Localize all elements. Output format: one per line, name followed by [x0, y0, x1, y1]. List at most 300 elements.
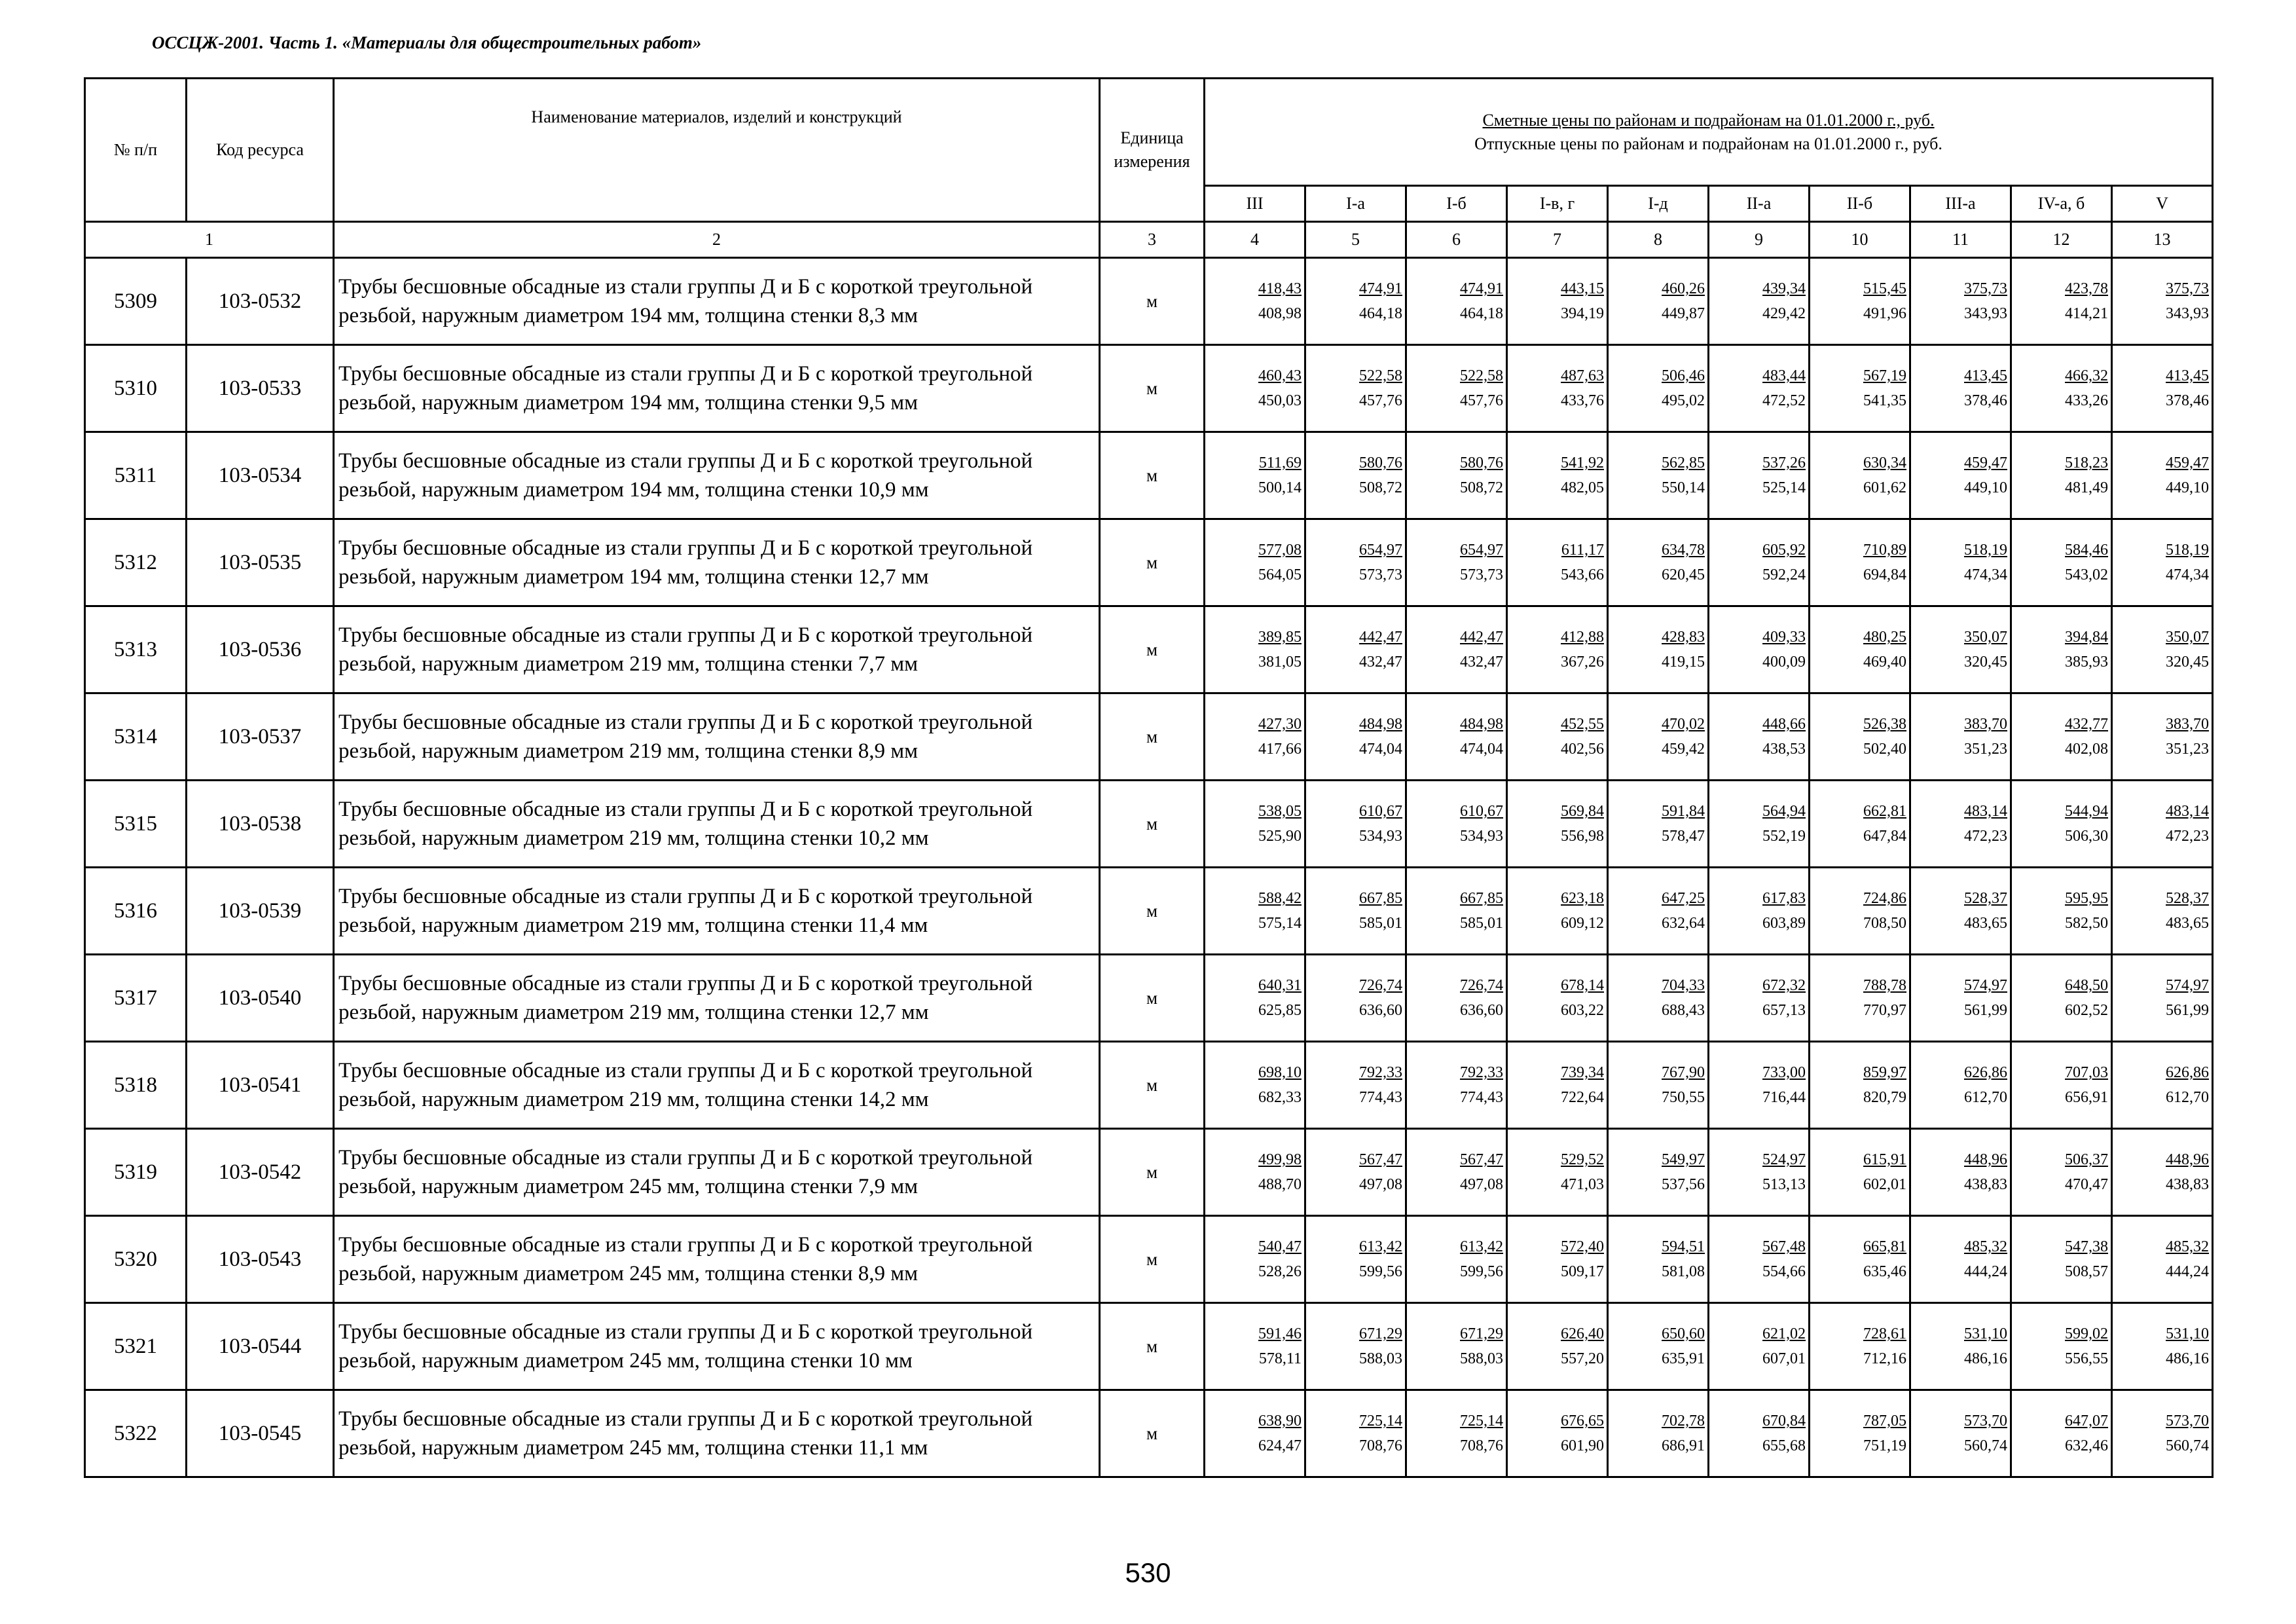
release-price: 578,47 — [1662, 828, 1705, 845]
price-cell — [1305, 345, 1406, 432]
material-name-line1: Трубы бесшовные обсадные из стали группы Д и Б с короткой треугольной — [338, 362, 1033, 386]
estimate-price: 483,14 — [1964, 803, 2007, 820]
price-cell — [1608, 781, 1709, 868]
estimate-price: 442,47 — [1460, 629, 1503, 646]
price-cell — [1608, 606, 1709, 693]
price-cell — [1910, 1390, 2011, 1477]
material-name-line1: Трубы бесшовные обсадные из стали группы Д и Б с короткой треугольной — [338, 798, 1033, 821]
estimate-price: 409,33 — [1762, 629, 1806, 646]
price-cell — [1507, 258, 1608, 345]
price-cell — [1608, 693, 1709, 781]
row-number: 5320 — [85, 1216, 187, 1303]
price-cell — [1910, 606, 2011, 693]
column-number: 4 — [1205, 222, 1305, 258]
row-number: 5318 — [85, 1042, 187, 1129]
unit: м — [1100, 868, 1205, 955]
estimate-price: 418,43 — [1258, 280, 1302, 297]
estimate-price: 702,78 — [1662, 1412, 1705, 1430]
release-price: 708,76 — [1359, 1437, 1402, 1454]
column-number: 1 — [85, 222, 334, 258]
estimate-price: 654,97 — [1359, 542, 1402, 559]
material-name — [334, 693, 1100, 781]
row-number: 5322 — [85, 1390, 187, 1477]
material-name-line2: резьбой, наружным диаметром 245 мм, толщина стенки 11,1 мм — [338, 1436, 928, 1460]
estimate-price: 515,45 — [1863, 280, 1906, 297]
header-prices — [1205, 79, 2213, 186]
release-price: 472,23 — [2166, 828, 2210, 845]
price-cell — [2112, 781, 2213, 868]
release-price: 561,99 — [1964, 1002, 2007, 1019]
release-price: 820,79 — [1863, 1089, 1906, 1106]
release-price: 582,50 — [2065, 915, 2108, 932]
price-cell — [2112, 1042, 2213, 1129]
resource-code: 103-0536 — [187, 606, 334, 693]
row-number: 5314 — [85, 693, 187, 781]
price-cell — [1709, 955, 1810, 1042]
price-cell — [1305, 1303, 1406, 1390]
price-cell — [1507, 693, 1608, 781]
price-cell — [1709, 519, 1810, 606]
release-price: 400,09 — [1762, 654, 1806, 671]
price-cell — [1810, 1216, 1910, 1303]
estimate-price: 594,51 — [1662, 1238, 1705, 1255]
price-cell — [1810, 693, 1910, 781]
release-price: 612,70 — [2166, 1089, 2210, 1106]
release-price: 557,20 — [1561, 1350, 1604, 1367]
release-price: 578,11 — [1258, 1350, 1302, 1367]
estimate-price: 383,70 — [2166, 716, 2210, 733]
release-price: 751,19 — [1863, 1437, 1906, 1454]
price-cell — [1507, 1390, 1608, 1477]
estimate-price: 574,97 — [1964, 977, 2007, 994]
table-row — [85, 345, 2213, 432]
release-price: 438,83 — [2166, 1176, 2210, 1193]
estimate-price: 448,66 — [1762, 716, 1806, 733]
unit: м — [1100, 345, 1205, 432]
price-cell — [2011, 1216, 2112, 1303]
price-cell — [1709, 781, 1810, 868]
release-price: 774,43 — [1359, 1089, 1402, 1106]
price-cell — [2011, 606, 2112, 693]
estimate-price: 531,10 — [2166, 1325, 2210, 1342]
estimate-price: 567,48 — [1762, 1238, 1806, 1255]
price-cell — [1507, 1216, 1608, 1303]
release-price: 444,24 — [1964, 1263, 2007, 1280]
release-price: 457,76 — [1359, 392, 1402, 409]
release-price: 488,70 — [1258, 1176, 1302, 1193]
material-name — [334, 1129, 1100, 1216]
release-price: 525,14 — [1762, 479, 1806, 496]
price-cell — [1608, 519, 1709, 606]
price-cell — [1709, 1042, 1810, 1129]
release-price: 367,26 — [1561, 654, 1604, 671]
release-price: 609,12 — [1561, 915, 1604, 932]
material-name-line1: Трубы бесшовные обсадные из стали группы Д и Б с короткой треугольной — [338, 710, 1033, 734]
estimate-price: 537,26 — [1762, 454, 1806, 471]
material-name-line1: Трубы бесшовные обсадные из стали группы Д и Б с короткой треугольной — [338, 1320, 1033, 1344]
material-name-line2: резьбой, наружным диаметром 245 мм, толщина стенки 10 мм — [338, 1349, 913, 1373]
estimate-price: 613,42 — [1460, 1238, 1503, 1255]
row-number: 5313 — [85, 606, 187, 693]
release-price: 474,04 — [1460, 741, 1503, 758]
release-price: 657,13 — [1762, 1002, 1806, 1019]
release-price: 632,46 — [2065, 1437, 2108, 1454]
price-cell — [1406, 868, 1507, 955]
release-price: 708,50 — [1863, 915, 1906, 932]
table-row — [85, 519, 2213, 606]
price-cell — [1608, 1216, 1709, 1303]
estimate-price: 474,91 — [1359, 280, 1402, 297]
price-cell — [1406, 1390, 1507, 1477]
row-number: 5315 — [85, 781, 187, 868]
price-cell — [1205, 606, 1305, 693]
unit: м — [1100, 1390, 1205, 1477]
estimate-price: 412,88 — [1561, 629, 1604, 646]
price-cell — [2112, 1390, 2213, 1477]
release-price: 632,64 — [1662, 915, 1705, 932]
price-cell — [1810, 1303, 1910, 1390]
release-price: 541,35 — [1863, 392, 1906, 409]
estimate-price: 518,19 — [2166, 542, 2210, 559]
release-price: 482,05 — [1561, 479, 1604, 496]
resource-code: 103-0537 — [187, 693, 334, 781]
unit: м — [1100, 606, 1205, 693]
release-price: 351,23 — [2166, 741, 2210, 758]
price-cell — [1910, 1216, 2011, 1303]
price-cell — [1406, 781, 1507, 868]
price-cell — [2011, 868, 2112, 955]
estimate-price: 580,76 — [1359, 454, 1402, 471]
estimate-price: 767,90 — [1662, 1064, 1705, 1081]
release-price: 688,43 — [1662, 1002, 1705, 1019]
row-number: 5317 — [85, 955, 187, 1042]
release-price: 525,90 — [1258, 828, 1302, 845]
price-cell — [1608, 345, 1709, 432]
estimate-price: 599,02 — [2065, 1325, 2108, 1342]
unit: м — [1100, 1216, 1205, 1303]
price-cell — [1205, 258, 1305, 345]
material-name-line2: резьбой, наружным диаметром 219 мм, толщина стенки 14,2 мм — [338, 1088, 929, 1111]
release-price: 770,97 — [1863, 1002, 1906, 1019]
price-cell — [1305, 1216, 1406, 1303]
price-cell — [1910, 519, 2011, 606]
release-price: 402,56 — [1561, 741, 1604, 758]
material-name — [334, 868, 1100, 955]
release-price: 552,19 — [1762, 828, 1806, 845]
price-cell — [1305, 1129, 1406, 1216]
resource-code: 103-0545 — [187, 1390, 334, 1477]
estimate-price: 394,84 — [2065, 629, 2108, 646]
price-cell — [2112, 345, 2213, 432]
release-price: 474,04 — [1359, 741, 1402, 758]
price-cell — [2112, 1216, 2213, 1303]
release-price: 585,01 — [1359, 915, 1402, 932]
price-cell — [1910, 955, 2011, 1042]
release-price: 592,24 — [1762, 566, 1806, 583]
price-cell — [1305, 432, 1406, 519]
release-price: 612,70 — [1964, 1089, 2007, 1106]
estimate-price: 506,37 — [2065, 1151, 2108, 1168]
release-price: 417,66 — [1258, 741, 1302, 758]
estimate-price: 792,33 — [1460, 1064, 1503, 1081]
release-price: 394,19 — [1561, 305, 1604, 322]
material-name — [334, 955, 1100, 1042]
price-cell — [2011, 519, 2112, 606]
resource-code: 103-0542 — [187, 1129, 334, 1216]
release-price: 509,17 — [1561, 1263, 1604, 1280]
resource-code: 103-0534 — [187, 432, 334, 519]
price-cell — [1709, 1303, 1810, 1390]
material-name-line2: резьбой, наружным диаметром 245 мм, толщина стенки 7,9 мм — [338, 1175, 918, 1198]
release-price: 607,01 — [1762, 1350, 1806, 1367]
price-cell — [2112, 1303, 2213, 1390]
estimate-price: 526,38 — [1863, 716, 1906, 733]
estimate-price: 662,81 — [1863, 803, 1906, 820]
column-number: 10 — [1810, 222, 1910, 258]
release-price: 502,40 — [1863, 741, 1906, 758]
estimate-price: 452,55 — [1561, 716, 1604, 733]
price-cell — [1205, 345, 1305, 432]
price-cell — [1406, 519, 1507, 606]
estimate-price: 670,84 — [1762, 1412, 1806, 1430]
estimate-price: 460,26 — [1662, 280, 1705, 297]
column-number: 7 — [1507, 222, 1608, 258]
unit: м — [1100, 693, 1205, 781]
estimate-price: 383,70 — [1964, 716, 2007, 733]
row-number: 5311 — [85, 432, 187, 519]
material-name-line1: Трубы бесшовные обсадные из стали группы Д и Б с короткой треугольной — [338, 623, 1033, 647]
column-number: 8 — [1608, 222, 1709, 258]
price-cell — [2011, 1042, 2112, 1129]
release-price: 491,96 — [1863, 305, 1906, 322]
estimate-price: 595,95 — [2065, 890, 2108, 907]
release-price: 449,87 — [1662, 305, 1705, 322]
release-price: 599,56 — [1460, 1263, 1503, 1280]
estimate-price: 474,91 — [1460, 280, 1503, 297]
unit: м — [1100, 258, 1205, 345]
estimate-price: 540,47 — [1258, 1238, 1302, 1255]
estimate-price: 577,08 — [1258, 542, 1302, 559]
price-cell — [1810, 258, 1910, 345]
release-price: 635,46 — [1863, 1263, 1906, 1280]
release-price: 682,33 — [1258, 1089, 1302, 1106]
price-cell — [2011, 1390, 2112, 1477]
price-cell — [1406, 432, 1507, 519]
release-price: 543,02 — [2065, 566, 2108, 583]
price-cell — [2112, 258, 2213, 345]
release-price: 564,05 — [1258, 566, 1302, 583]
price-cell — [1507, 519, 1608, 606]
estimate-price: 375,73 — [1964, 280, 2007, 297]
table-row — [85, 1216, 2213, 1303]
table-row — [85, 1390, 2213, 1477]
estimate-price: 487,63 — [1561, 367, 1604, 384]
header-prices-estimate: Сметные цены по районам и подрайонам на 01.01.2000 г., руб. — [1482, 110, 1935, 130]
release-price: 635,91 — [1662, 1350, 1705, 1367]
estimate-price: 531,10 — [1964, 1325, 2007, 1342]
estimate-price: 484,98 — [1359, 716, 1402, 733]
material-name-line2: резьбой, наружным диаметром 219 мм, толщина стенки 10,2 мм — [338, 826, 929, 850]
estimate-price: 499,98 — [1258, 1151, 1302, 1168]
row-number: 5316 — [85, 868, 187, 955]
unit: м — [1100, 1129, 1205, 1216]
release-price: 601,62 — [1863, 479, 1906, 496]
release-price: 694,84 — [1863, 566, 1906, 583]
price-cell — [1507, 1042, 1608, 1129]
estimate-price: 413,45 — [2166, 367, 2210, 384]
material-name-line1: Трубы бесшовные обсадные из стали группы Д и Б с короткой треугольной — [338, 275, 1033, 299]
estimate-price: 725,14 — [1359, 1412, 1402, 1430]
column-number: 3 — [1100, 222, 1205, 258]
material-name — [334, 519, 1100, 606]
estimate-price: 621,02 — [1762, 1325, 1806, 1342]
table-row — [85, 1303, 2213, 1390]
estimate-price: 724,86 — [1863, 890, 1906, 907]
estimate-price: 626,86 — [1964, 1064, 2007, 1081]
release-price: 432,47 — [1359, 654, 1402, 671]
estimate-price: 480,25 — [1863, 629, 1906, 646]
release-price: 647,84 — [1863, 828, 1906, 845]
estimate-price: 389,85 — [1258, 629, 1302, 646]
release-price: 471,03 — [1561, 1176, 1604, 1193]
price-cell — [1205, 1390, 1305, 1477]
release-price: 716,44 — [1762, 1089, 1806, 1106]
material-name — [334, 1042, 1100, 1129]
material-name — [334, 1390, 1100, 1477]
estimate-price: 591,46 — [1258, 1325, 1302, 1342]
release-price: 320,45 — [2166, 654, 2210, 671]
estimate-price: 605,92 — [1762, 542, 1806, 559]
material-name-line1: Трубы бесшовные обсадные из стали группы Д и Б с короткой треугольной — [338, 1059, 1033, 1082]
estimate-price: 665,81 — [1863, 1238, 1906, 1255]
estimate-price: 580,76 — [1460, 454, 1503, 471]
estimate-price: 518,23 — [2065, 454, 2108, 471]
price-cell — [1910, 345, 2011, 432]
price-cell — [1810, 1129, 1910, 1216]
estimate-price: 567,19 — [1863, 367, 1906, 384]
estimate-price: 564,94 — [1762, 803, 1806, 820]
estimate-price: 562,85 — [1662, 454, 1705, 471]
price-cell — [1910, 1303, 2011, 1390]
region-header: I-б — [1406, 186, 1507, 222]
estimate-price: 544,94 — [2065, 803, 2108, 820]
release-price: 513,13 — [1762, 1176, 1806, 1193]
row-number: 5312 — [85, 519, 187, 606]
estimate-price: 788,78 — [1863, 977, 1906, 994]
resource-code: 103-0541 — [187, 1042, 334, 1129]
price-cell — [1205, 1216, 1305, 1303]
price-cell — [1507, 781, 1608, 868]
release-price: 561,99 — [2166, 1002, 2210, 1019]
release-price: 438,83 — [1964, 1176, 2007, 1193]
price-cell — [1305, 955, 1406, 1042]
estimate-price: 648,50 — [2065, 977, 2108, 994]
release-price: 472,23 — [1964, 828, 2007, 845]
material-name-line1: Трубы бесшовные обсадные из стали группы Д и Б с короткой треугольной — [338, 1407, 1033, 1431]
estimate-price: 483,44 — [1762, 367, 1806, 384]
unit: м — [1100, 519, 1205, 606]
estimate-price: 787,05 — [1863, 1412, 1906, 1430]
material-name-line1: Трубы бесшовные обсадные из стали группы Д и Б с короткой треугольной — [338, 1233, 1033, 1257]
price-cell — [1608, 258, 1709, 345]
row-number: 5309 — [85, 258, 187, 345]
estimate-price: 733,00 — [1762, 1064, 1806, 1081]
estimate-price: 573,70 — [1964, 1412, 2007, 1430]
release-price: 560,74 — [1964, 1437, 2007, 1454]
estimate-price: 443,15 — [1561, 280, 1604, 297]
price-cell — [1910, 1042, 2011, 1129]
price-cell — [1205, 781, 1305, 868]
price-cell — [1709, 258, 1810, 345]
estimate-price: 726,74 — [1460, 977, 1503, 994]
column-number: 5 — [1305, 222, 1406, 258]
release-price: 343,93 — [1964, 305, 2007, 322]
estimate-price: 671,29 — [1460, 1325, 1503, 1342]
estimate-price: 610,67 — [1359, 803, 1402, 820]
price-cell — [1406, 258, 1507, 345]
release-price: 537,56 — [1662, 1176, 1705, 1193]
estimate-price: 522,58 — [1359, 367, 1402, 384]
price-cell — [2112, 1129, 2213, 1216]
resource-code: 103-0535 — [187, 519, 334, 606]
price-cell — [1608, 1129, 1709, 1216]
release-price: 470,47 — [2065, 1176, 2108, 1193]
release-price: 464,18 — [1460, 305, 1503, 322]
material-name-line2: резьбой, наружным диаметром 219 мм, толщина стенки 12,7 мм — [338, 1001, 929, 1024]
release-price: 575,14 — [1258, 915, 1302, 932]
column-number: 12 — [2011, 222, 2112, 258]
unit: м — [1100, 1303, 1205, 1390]
price-cell — [1810, 519, 1910, 606]
release-price: 385,93 — [2065, 654, 2108, 671]
release-price: 556,98 — [1561, 828, 1604, 845]
release-price: 378,46 — [1964, 392, 2007, 409]
material-name — [334, 606, 1100, 693]
price-cell — [1910, 868, 2011, 955]
table-row — [85, 1042, 2213, 1129]
release-price: 686,91 — [1662, 1437, 1705, 1454]
estimate-price: 667,85 — [1359, 890, 1402, 907]
price-cell — [1406, 345, 1507, 432]
estimate-price: 460,43 — [1258, 367, 1302, 384]
price-cell — [1709, 345, 1810, 432]
material-name-line1: Трубы бесшовные обсадные из стали группы Д и Б с короткой треугольной — [338, 972, 1033, 995]
price-cell — [2011, 781, 2112, 868]
material-name-line2: резьбой, наружным диаметром 219 мм, толщина стенки 7,7 мм — [338, 652, 918, 676]
price-cell — [1507, 955, 1608, 1042]
price-cell — [1910, 432, 2011, 519]
estimate-price: 483,14 — [2166, 803, 2210, 820]
release-price: 351,23 — [1964, 741, 2007, 758]
estimate-price: 726,74 — [1359, 977, 1402, 994]
header-name: Наименование материалов, изделий и конструкций — [334, 79, 1100, 222]
release-price: 581,08 — [1662, 1263, 1705, 1280]
release-price: 444,24 — [2166, 1263, 2210, 1280]
estimate-price: 522,58 — [1460, 367, 1503, 384]
price-cell — [1205, 1042, 1305, 1129]
estimate-price: 647,25 — [1662, 890, 1705, 907]
release-price: 588,03 — [1359, 1350, 1402, 1367]
release-price: 599,56 — [1359, 1263, 1402, 1280]
release-price: 602,52 — [2065, 1002, 2108, 1019]
resource-code: 103-0539 — [187, 868, 334, 955]
region-header: III-а — [1910, 186, 2011, 222]
release-price: 508,72 — [1359, 479, 1402, 496]
region-header: II-б — [1810, 186, 1910, 222]
price-cell — [1406, 1042, 1507, 1129]
price-cell — [1507, 345, 1608, 432]
estimate-price: 859,97 — [1863, 1064, 1906, 1081]
